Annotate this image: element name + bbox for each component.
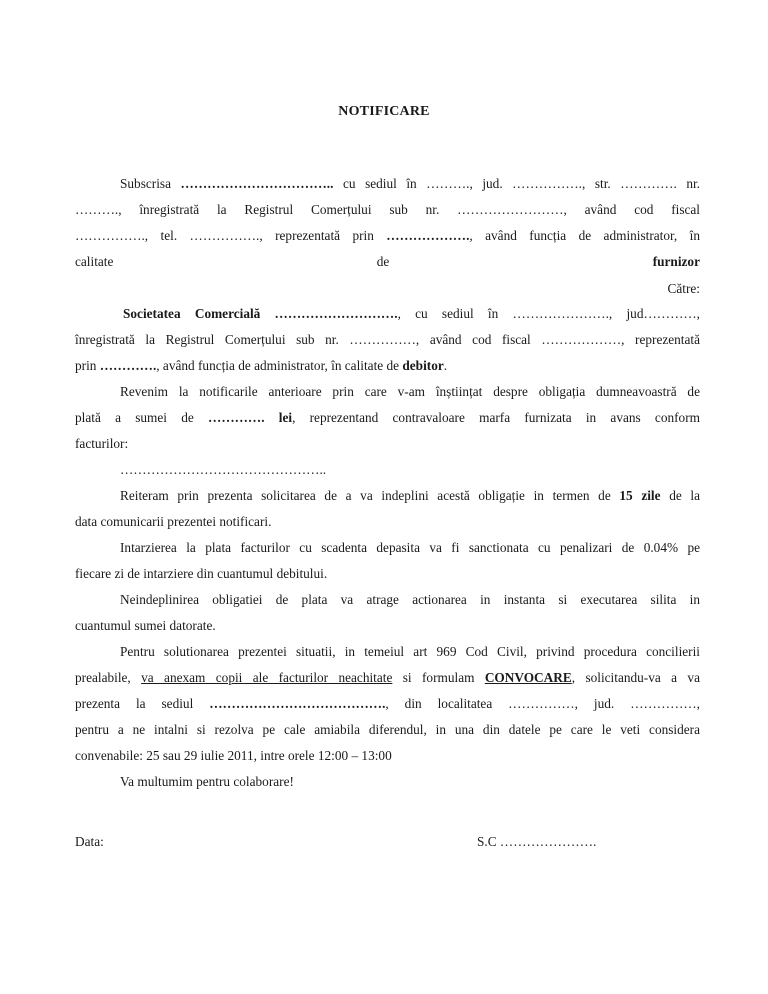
p3-dotted-line: ………………………………………..: [120, 462, 327, 477]
p5-line1: Intarzierea la plata facturilor cu scadenta depasita va fi sanctionata cu penalizari de 0.04% pe: [120, 540, 700, 555]
p1-line1: Subscrisa …………………………….. cu sediul în ………., jud. ……………., str. …………. nr.: [120, 176, 700, 191]
p1-line3: ……………., tel. ……………., reprezentată prin ………………., având funcția de administrator, în: [75, 228, 700, 243]
p7-line2: prealabile, va anexam copii ale facturilor neachitate si formulam CONVOCARE, solicitandu-va a va: [75, 670, 700, 685]
p4-line2: data comunicarii prezentei notificari.: [75, 514, 272, 529]
p7-line5: convenabile: 25 sau 29 iulie 2011, intre orele 12:00 – 13:00: [75, 748, 392, 763]
p6-line2: cuantumul sumei datorate.: [75, 618, 216, 633]
p3-line3: facturilor:: [75, 436, 129, 451]
p2-line2: înregistrată la Registrul Comerțului sub nr. ……………, având cod fiscal ………………, reprezentată: [75, 332, 700, 347]
p5-line2: fiecare zi de intarziere din cuantumul debitului.: [75, 566, 328, 581]
p2-line3: prin …………., având funcția de administrator, în calitate de debitor.: [75, 358, 448, 373]
p7-line4: pentru a ne intalni si rezolva pe cale amiabila diferendul, in una din datele pe care le veti considera: [75, 722, 700, 737]
p3-line1: Revenim la notificarile anterioare prin care v-am înștiințat despre obligația dumneavoastră de: [120, 384, 700, 399]
p1-line2: ………., înregistrată la Registrul Comerțului sub nr. ……………………, având cod fiscal: [75, 202, 700, 217]
company-signature-label: S.C ………………….: [477, 834, 597, 849]
p3-line2: plată a sumei de …………. lei, reprezentand contravaloare marfa furnizata in avans conform: [75, 410, 700, 425]
p7-line1: Pentru solutionarea prezentei situatii, in temeiul art 969 Cod Civil, privind procedura concilierii: [120, 644, 700, 659]
recipient-heading: Către:: [667, 281, 700, 296]
p1-line4: calitate de furnizor: [75, 254, 700, 269]
p6-line1: Neindeplinirea obligatiei de plata va atrage actionarea in instanta si executarea silita in: [120, 592, 700, 607]
p4-line1: Reiteram prin prezenta solicitarea de a va indeplini acestă obligație in termen de 15 zile de la: [120, 488, 700, 503]
date-label: Data:: [75, 834, 104, 849]
p2-line1: Societatea Comercială ………………………., cu sediul în …………………., jud…………,: [123, 306, 700, 321]
closing-thanks: Va multumim pentru colaborare!: [120, 774, 294, 789]
p7-line3: prezenta la sediul …………………………………., din localitatea ……………, jud. ……………,: [75, 696, 700, 711]
document-title: NOTIFICARE: [338, 104, 430, 119]
